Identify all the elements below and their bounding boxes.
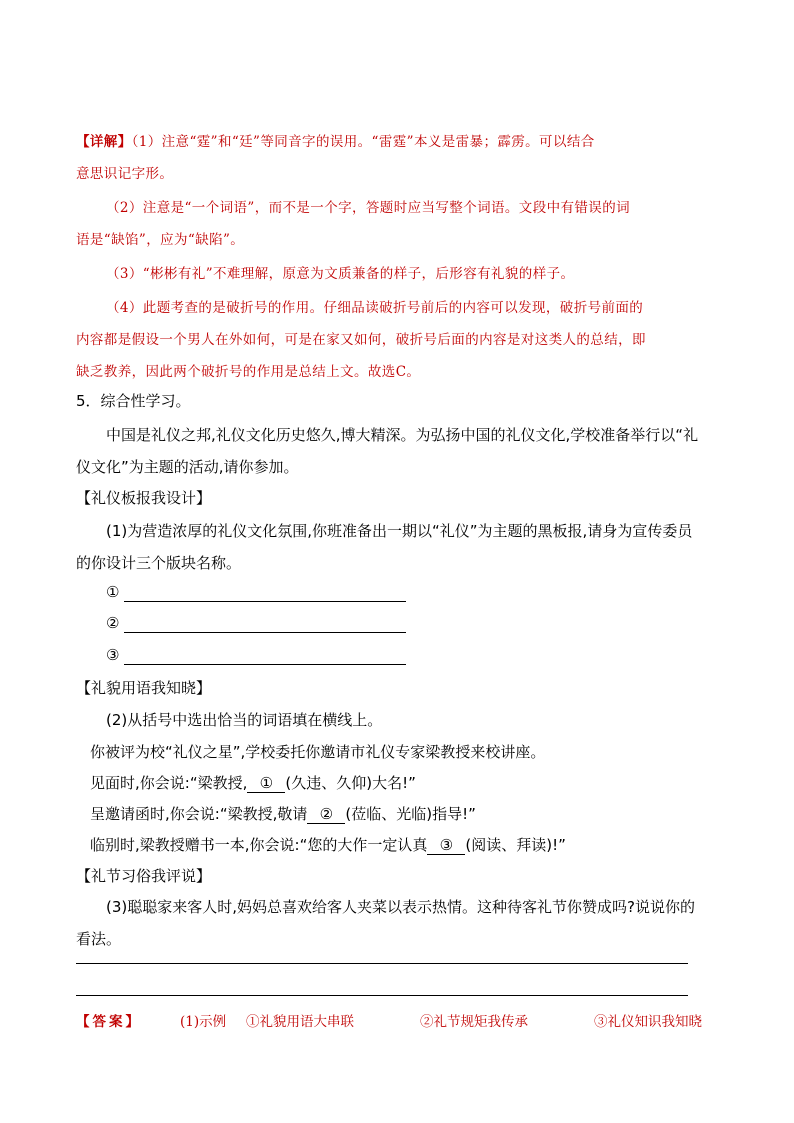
blank-1-number: ① [106, 583, 120, 601]
answer-blank-b[interactable]: ② [307, 805, 345, 824]
question-intro-line1: 中国是礼仪之邦,礼仪文化历史悠久,博大精深。为弘扬中国的礼仪文化,学校准备举行以“礼 [106, 426, 699, 444]
blank-2-number: ② [106, 614, 120, 632]
explanation-p2-line2: 语是“缺馅”，应为“缺陷”。 [76, 232, 245, 248]
answer-example-2: ②礼节规矩我传承 [420, 1014, 528, 1030]
q2-item-c: 临别时,梁教授赠书一本,你会说:“您的大作一定认真 ③ (阅读、拜读)!” [90, 836, 566, 854]
explanation-p4-line2: 内容都是假设一个男人在外如何，可是在家又如何，破折号后面的内容是对这类人的总结，即 [76, 332, 646, 348]
q2-line2: 你被评为校“礼仪之星”,学校委托你邀请市礼仪专家梁教授来校讲座。 [90, 743, 546, 761]
answer-tag: 【答案】 [76, 1014, 142, 1030]
q1-line2: 的你设计三个版块名称。 [76, 554, 242, 572]
q1-blank-1 [106, 583, 406, 602]
answer-blank-a[interactable]: ① [247, 774, 285, 793]
question-intro-line2: 仪文化”为主题的活动,请你参加。 [76, 458, 299, 476]
explanation-p2-line1: （2）注意是“一个词语”，而不是一个字，答题时应当写整个词语。文段中有错误的词 [106, 200, 630, 216]
answer-intro: (1)示例 [180, 1014, 227, 1030]
section-title-custom: 【礼节习俗我评说】 [76, 867, 212, 885]
answer-blank-2[interactable] [124, 614, 406, 633]
answer-line-2[interactable] [76, 995, 688, 996]
answer-blank-3[interactable] [124, 646, 406, 665]
q1-blank-3 [106, 646, 406, 665]
q1-line1: (1)为营造浓厚的礼仪文化氛围,你班准备出一期以“礼仪”为主题的黑板报,请身为宣传委员 [106, 522, 693, 540]
q2-item-a: 见面时,你会说:“梁教授, ① (久违、久仰)大名!” [90, 774, 416, 792]
q2-item-b: 呈邀请函时,你会说:“梁教授,敬请 ② (莅临、光临)指导!” [90, 805, 476, 823]
explanation-tag: 【详解】 [76, 134, 132, 150]
explanation-p4-line1: （4）此题考查的是破折号的作用。仔细品读破折号前后的内容可以发现，破折号前面的 [106, 300, 644, 316]
explanation-p3: （3）“彬彬有礼”不难理解，原意为文质兼备的样子，后形容有礼貌的样子。 [106, 266, 575, 282]
section-title-polite: 【礼貌用语我知晓】 [76, 679, 212, 697]
section-title-board: 【礼仪板报我设计】 [76, 489, 212, 507]
explanation-p4-line3: 缺乏教养，因此两个破折号的作用是总结上文。故选C。 [76, 364, 421, 380]
blank-3-number: ③ [106, 646, 120, 664]
question-heading: 5．综合性学习。 [76, 392, 191, 410]
q1-blank-2 [106, 614, 406, 633]
answer-line-1[interactable] [76, 963, 688, 964]
q2-line1: (2)从括号中选出恰当的词语填在横线上。 [106, 711, 383, 729]
answer-example-3: ③礼仪知识我知晓 [594, 1014, 702, 1030]
q3-line1: (3)聪聪家来客人时,妈妈总喜欢给客人夹菜以表示热情。这种待客礼节你赞成吗?说说你的 [106, 898, 695, 916]
explanation-p1-line1: 【详解】（1）注意“霆”和“廷”等同音字的误用。“雷霆”本义是雷暴；霹雳。可以结合 [76, 134, 595, 150]
answer-blank-c[interactable]: ③ [427, 836, 465, 855]
explanation-p1-line2: 意思识记字形。 [76, 166, 174, 182]
q3-line2: 看法。 [76, 930, 122, 948]
answer-blank-1[interactable] [124, 583, 406, 602]
answer-example-1: ①礼貌用语大串联 [246, 1014, 354, 1030]
